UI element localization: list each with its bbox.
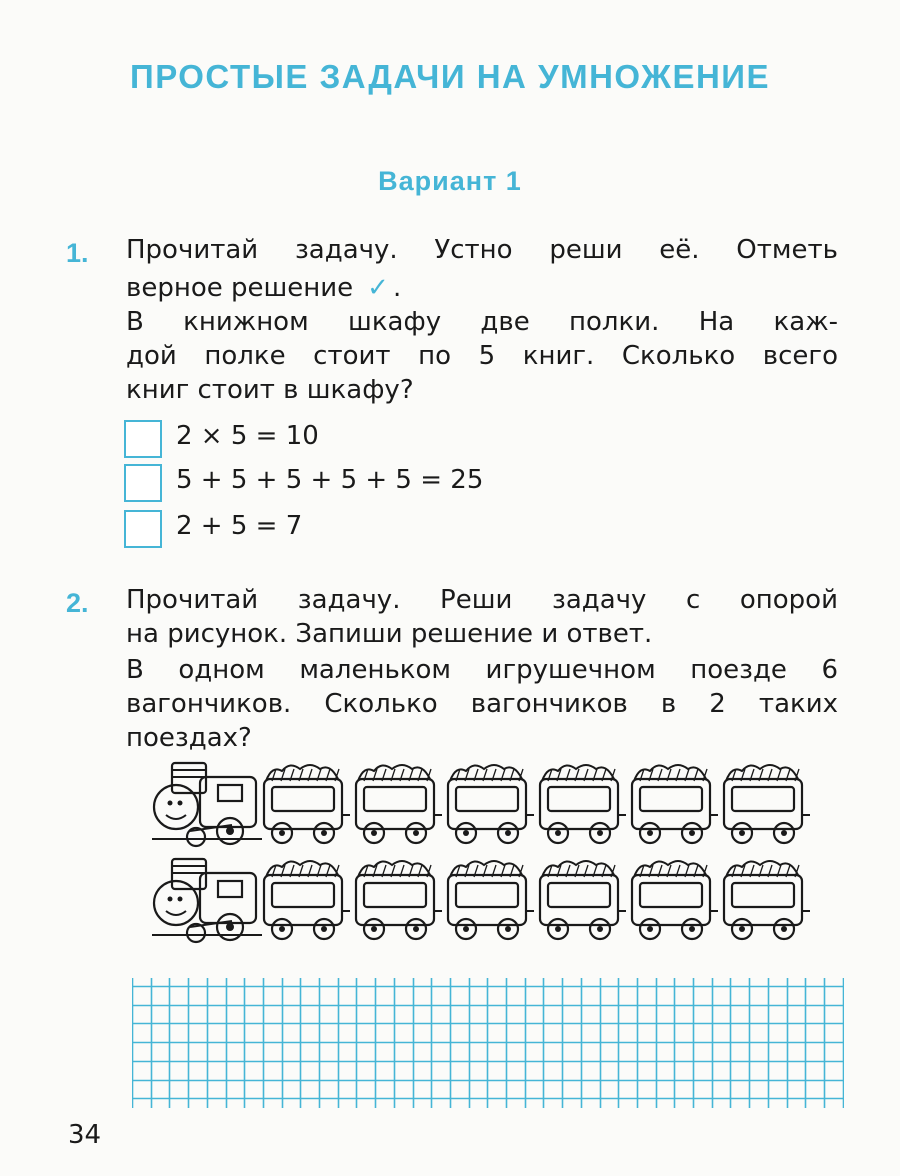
answer-option-3-text: 2 + 5 = 7 [176, 511, 303, 541]
train-wagon [632, 861, 718, 939]
answer-checkbox-3[interactable] [124, 510, 162, 548]
task1-number: 1. [66, 238, 89, 268]
task1-line-2-text: верное решение [126, 273, 354, 303]
task2-line-1: Прочитай задачу. Реши задачу с опорой [126, 585, 838, 615]
answer-checkbox-1[interactable] [124, 420, 162, 458]
locomotive [152, 859, 262, 942]
task1-line-2-suffix: . [392, 273, 402, 303]
task1-line-3: В книжном шкафу две полки. На каж- [126, 307, 838, 337]
task2-line-5: поездах? [126, 723, 252, 753]
task2-number: 2. [66, 588, 89, 618]
answer-grid[interactable] [132, 978, 844, 1108]
task2-line-3: В одном маленьком игрушечном поезде 6 [126, 655, 838, 685]
train-wagon [264, 861, 350, 939]
train-wagon [540, 765, 626, 843]
task1-line-2 [126, 272, 838, 304]
task1-line-4: дой полке стоит по 5 книг. Сколько всего [126, 341, 838, 371]
train-wagon [448, 861, 534, 939]
train-wagon [632, 765, 718, 843]
answer-option-1-text: 2 × 5 = 10 [176, 421, 319, 451]
checkmark-icon: ✓ [367, 273, 389, 303]
train-wagon [724, 861, 810, 939]
task1-line-5: книг стоит в шкафу? [126, 375, 414, 405]
train-wagon [264, 765, 350, 843]
page-title: ПРОСТЫЕ ЗАДАЧИ НА УМНОЖЕНИЕ [129, 58, 771, 95]
task2-line-4: вагончиков. Сколько вагончиков в 2 таких [126, 689, 838, 719]
toy-train [152, 859, 810, 942]
toy-train [152, 763, 810, 846]
locomotive [152, 763, 262, 846]
answer-option-2-text: 5 + 5 + 5 + 5 + 5 = 25 [176, 465, 484, 495]
train-wagon [356, 861, 442, 939]
task2-line-2: на рисунок. Запиши решение и ответ. [126, 619, 653, 649]
train-wagon [724, 765, 810, 843]
task1-line-1: Прочитай задачу. Устно реши её. Отметь [126, 235, 838, 265]
train-wagon [356, 765, 442, 843]
page-number: 34 [68, 1120, 102, 1150]
variant-heading: Вариант 1 [378, 166, 522, 196]
answer-checkbox-2[interactable] [124, 464, 162, 502]
train-wagon [540, 861, 626, 939]
train-wagon [448, 765, 534, 843]
toy-trains-illustration [150, 755, 820, 955]
